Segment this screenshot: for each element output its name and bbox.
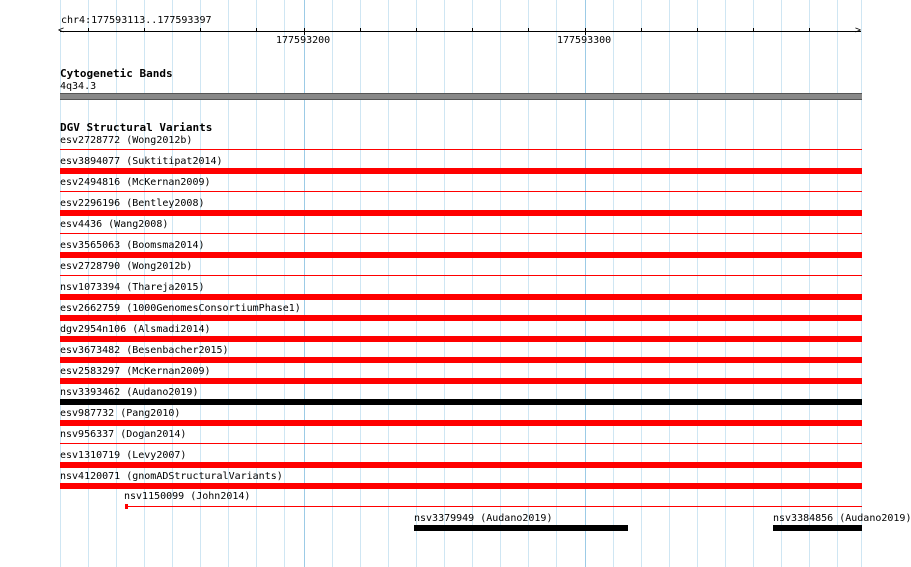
feature-bar[interactable] [60, 294, 862, 300]
feature-bar[interactable] [60, 210, 862, 216]
cytoband-track-title[interactable]: Cytogenetic Bands [60, 67, 173, 80]
feature-label: esv4436 (Wang2008) [60, 219, 169, 230]
grid-line [697, 0, 698, 567]
feature-bar[interactable] [60, 462, 862, 468]
feature-bar[interactable] [60, 378, 862, 384]
feature-label: esv3673482 (Besenbacher2015) [60, 345, 229, 356]
feature-bar[interactable] [126, 506, 862, 507]
feature-bar[interactable] [60, 357, 862, 363]
feature-label: nsv1073394 (Thareja2015) [60, 282, 205, 293]
feature-label: esv1310719 (Levy2007) [60, 450, 187, 461]
grid-line [809, 0, 810, 567]
ruler-tick-label: 177593200 [276, 35, 331, 46]
grid-line [284, 0, 285, 567]
ruler-axis[interactable] [60, 31, 861, 32]
grid-line [837, 0, 838, 567]
feature-bar[interactable] [60, 315, 862, 321]
ruler-tick-major [585, 28, 586, 35]
ruler-tick [144, 28, 145, 31]
feature-bar[interactable] [60, 149, 862, 150]
feature-bar[interactable] [60, 233, 862, 234]
feature-label: esv3565063 (Boomsma2014) [60, 240, 205, 251]
grid-line [528, 0, 529, 567]
feature-label: esv2728772 (Wong2012b) [60, 135, 193, 146]
feature-label: nsv4120071 (gnomADStructuralVariants) [60, 471, 283, 482]
grid-line [388, 0, 389, 567]
feature-label: dgv2954n106 (Alsmadi2014) [60, 324, 211, 335]
ruler-right-arrow-icon: > [855, 25, 862, 36]
feature-label: esv3894077 (Suktitipat2014) [60, 156, 223, 167]
cytoband-label: 4q34.3 [60, 81, 97, 92]
feature-bar[interactable] [60, 399, 862, 405]
feature-label: esv2583297 (McKernan2009) [60, 366, 211, 377]
dgv-track-title[interactable]: DGV Structural Variants [60, 121, 213, 134]
cytoband-bar[interactable] [60, 93, 862, 100]
feature-bar-start[interactable] [125, 504, 128, 509]
feature-bar[interactable] [60, 483, 862, 489]
feature-label: nsv3379949 (Audano2019) [414, 513, 553, 524]
grid-line [669, 0, 670, 567]
feature-bar[interactable] [60, 275, 862, 276]
grid-line [416, 0, 417, 567]
ruler-location: chr4:177593113..177593397 [61, 15, 212, 26]
grid-line [725, 0, 726, 567]
ruler-tick [528, 28, 529, 31]
grid-line-major [585, 0, 586, 567]
grid-line [861, 0, 862, 567]
ruler-tick [472, 28, 473, 31]
grid-line [641, 0, 642, 567]
ruler-tick [697, 28, 698, 31]
feature-label: nsv3384856 (Audano2019) [773, 513, 911, 524]
feature-label: esv2494816 (McKernan2009) [60, 177, 211, 188]
ruler-tick [416, 28, 417, 31]
ruler-tick [200, 28, 201, 31]
grid-line [360, 0, 361, 567]
grid-line [332, 0, 333, 567]
feature-bar[interactable] [60, 191, 862, 192]
feature-bar[interactable] [414, 525, 628, 531]
grid-line [556, 0, 557, 567]
ruler-tick [809, 28, 810, 31]
grid-line [781, 0, 782, 567]
grid-line [500, 0, 501, 567]
feature-label: esv987732 (Pang2010) [60, 408, 181, 419]
feature-label: esv2728790 (Wong2012b) [60, 261, 193, 272]
ruler-tick-major [304, 28, 305, 35]
ruler-tick [360, 28, 361, 31]
ruler-tick [753, 28, 754, 31]
grid-line [444, 0, 445, 567]
feature-bar[interactable] [60, 443, 862, 444]
grid-line [472, 0, 473, 567]
feature-bar[interactable] [60, 420, 862, 426]
ruler-tick-label: 177593300 [557, 35, 612, 46]
ruler-left-arrow-icon: < [58, 25, 65, 36]
feature-label: esv2662759 (1000GenomesConsortiumPhase1) [60, 303, 301, 314]
ruler-tick [641, 28, 642, 31]
feature-label: nsv3393462 (Audano2019) [60, 387, 199, 398]
grid-line-major [304, 0, 305, 567]
ruler-tick [256, 28, 257, 31]
feature-label: esv2296196 (Bentley2008) [60, 198, 205, 209]
feature-label: nsv1150099 (John2014) [124, 491, 251, 502]
feature-bar[interactable] [60, 168, 862, 174]
feature-bar[interactable] [60, 336, 862, 342]
feature-label: nsv956337 (Dogan2014) [60, 429, 187, 440]
feature-bar[interactable] [773, 525, 862, 531]
grid-line [613, 0, 614, 567]
feature-bar[interactable] [60, 252, 862, 258]
grid-line [753, 0, 754, 567]
ruler-tick [88, 28, 89, 31]
